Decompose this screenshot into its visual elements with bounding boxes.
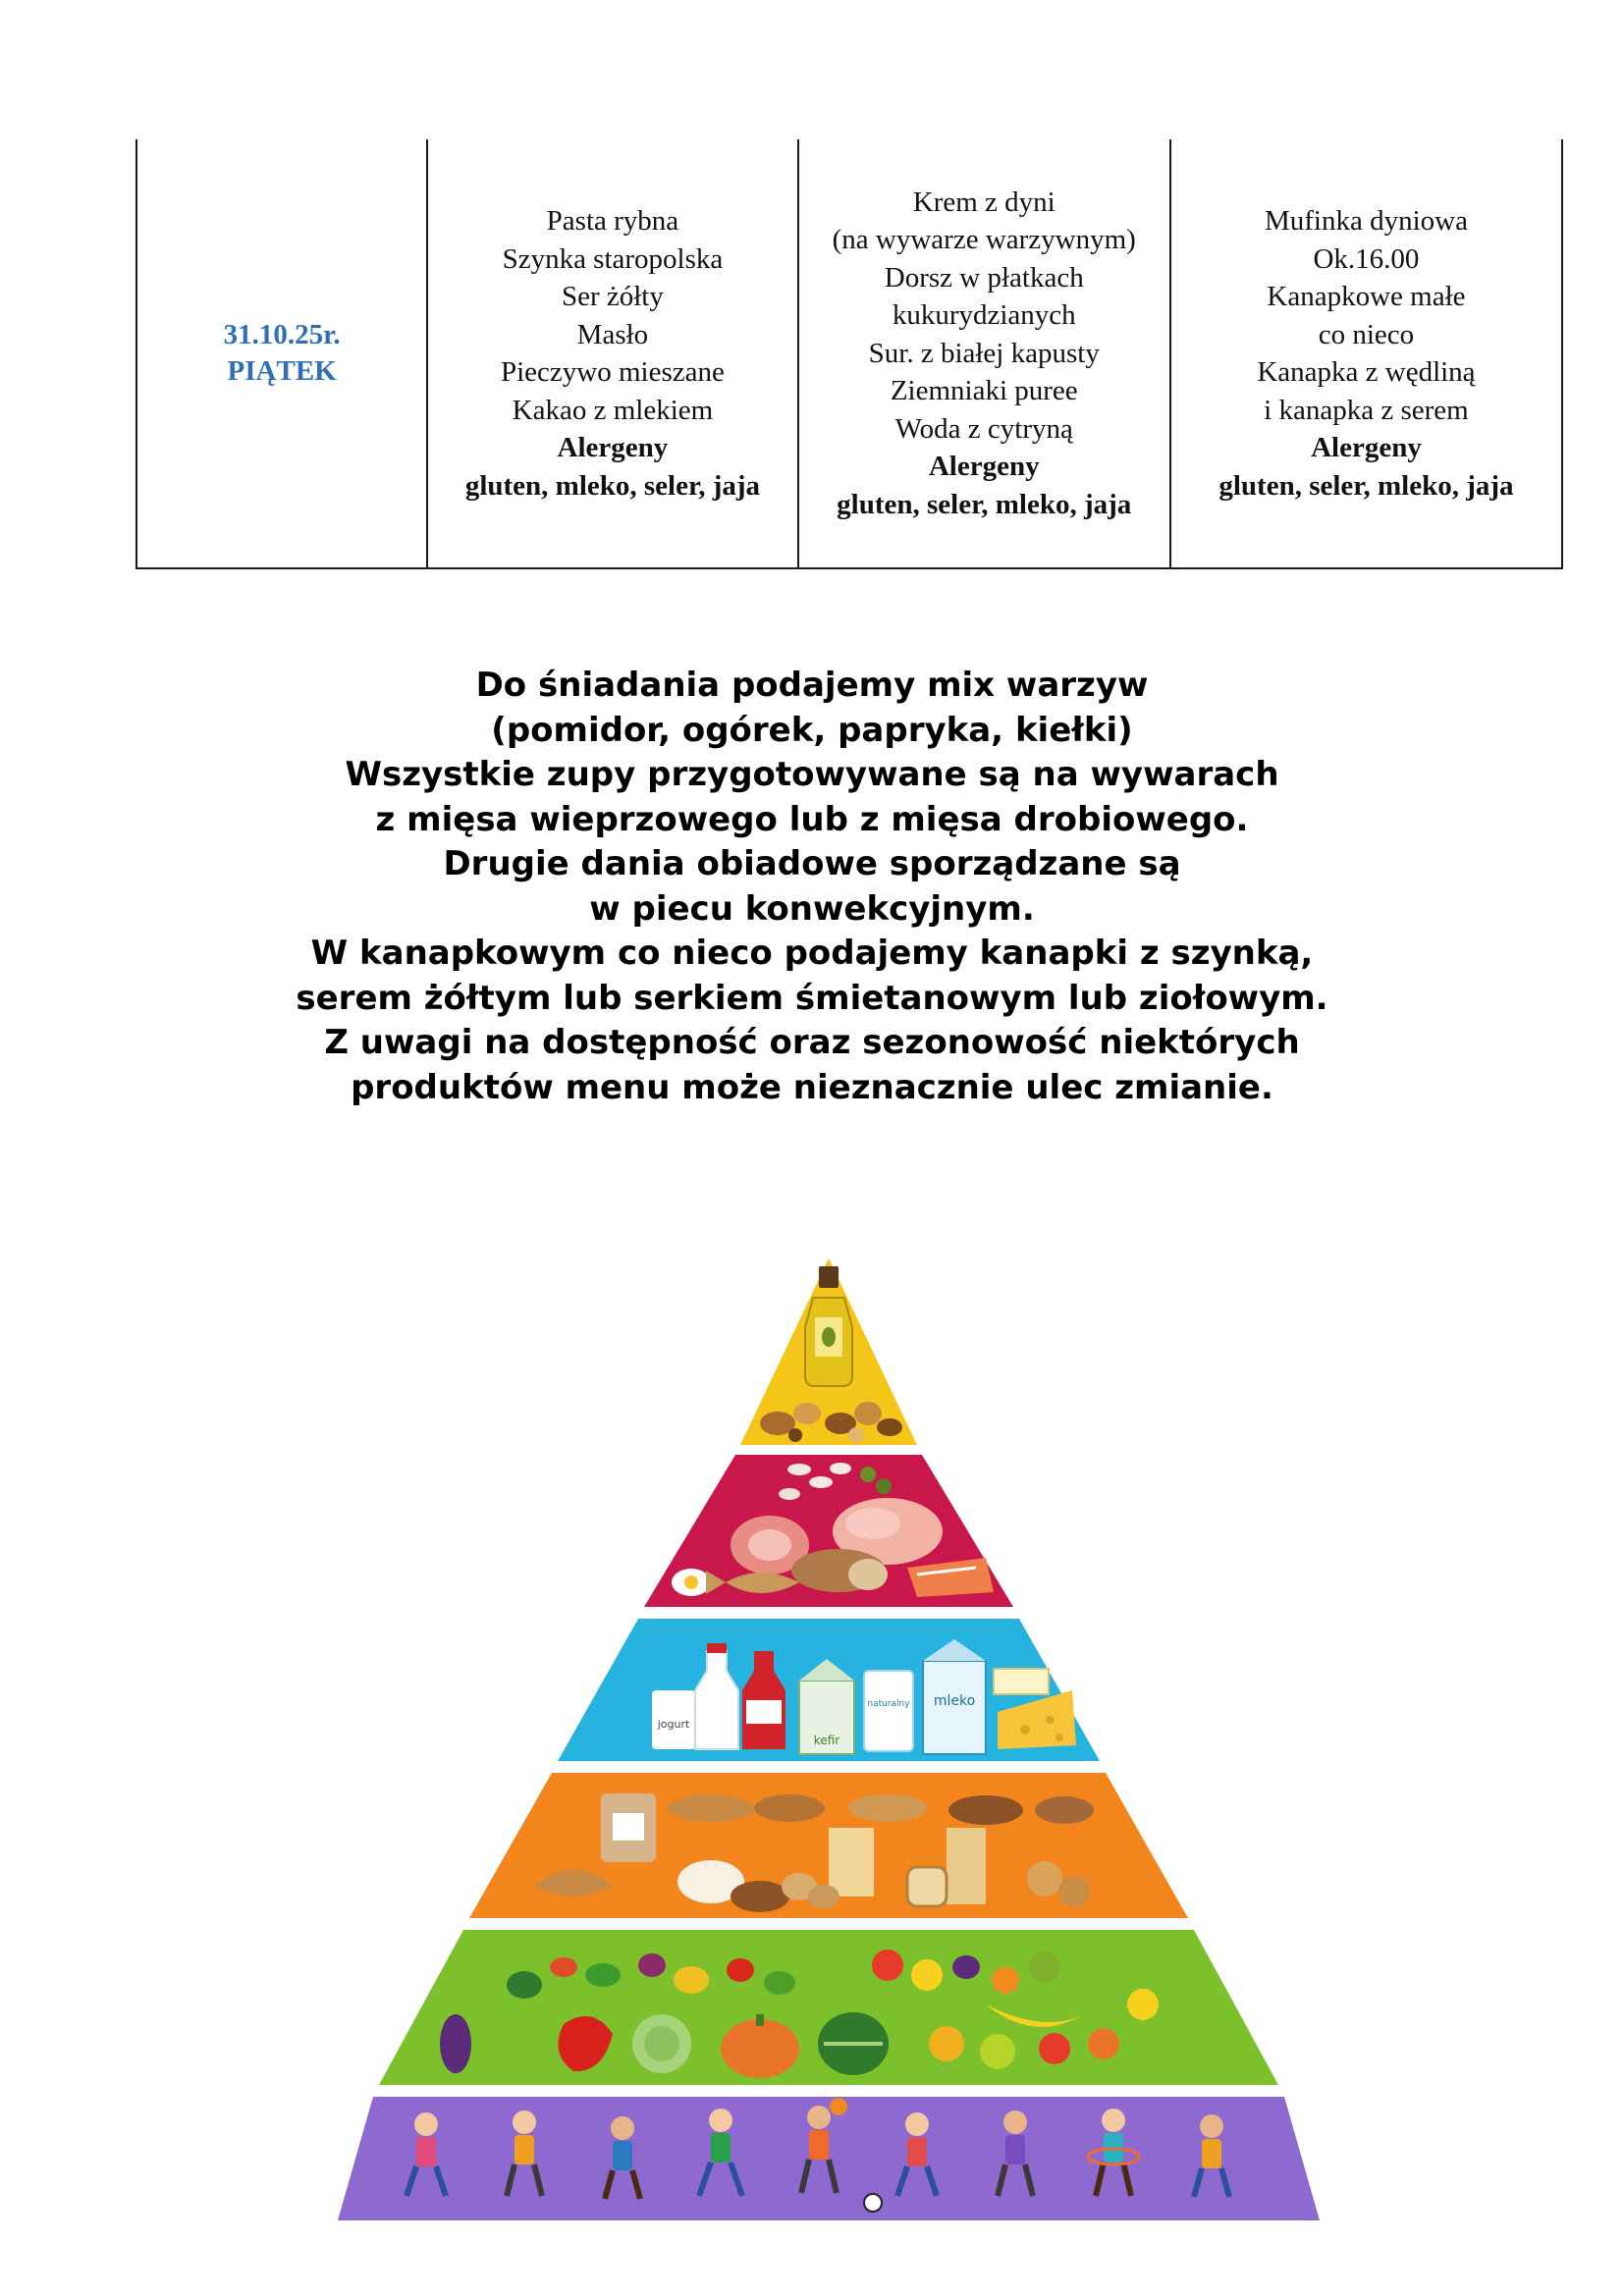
menu-item: Szynka staropolska (502, 242, 724, 275)
allergen-line: gluten, mleko, seler, jaja (464, 469, 761, 502)
snack-cell (1170, 139, 1562, 568)
note-line: serem żółtym lub serkiem śmietanowym lub ziołowym. (296, 978, 1328, 1018)
menu-item: Masło (576, 318, 649, 350)
butter-icon (994, 1669, 1049, 1694)
menu-item: Ser żółty (561, 281, 664, 312)
menu-table (135, 139, 1563, 569)
olive-oil-icon (805, 1266, 852, 1386)
toast-icon (907, 1867, 947, 1906)
menu-item: Kanapkowe małe (1267, 281, 1466, 312)
milk-label: mleko (933, 1693, 976, 1709)
menu-item: i kanapka z serem (1264, 394, 1469, 426)
menu-item: kukurydzianych (892, 299, 1076, 332)
kefir-label: kefir (813, 1734, 840, 1747)
food-pyramid-image (338, 1258, 1320, 2220)
note-line: W kanapkowym co nieco podajemy kanapki z szynką, (310, 934, 1314, 973)
flour-bag-icon (601, 1793, 656, 1862)
table-row (136, 139, 1562, 568)
menu-item: (na wywarze warzywnym) (832, 224, 1136, 256)
note-line: Drugie dania obiadowe sporządzane są (443, 844, 1181, 883)
natural-yogurt-icon (864, 1671, 913, 1751)
snack-list (1171, 202, 1561, 505)
cabbage-icon (632, 2014, 691, 2073)
allergen-line: gluten, seler, mleko, jaja (837, 488, 1132, 520)
ball-icon (864, 2194, 882, 2212)
menu-item: Krem z dyni (912, 186, 1056, 218)
menu-item: Dorsz w płatkach (884, 261, 1084, 294)
milk-carton-icon (923, 1639, 986, 1754)
menu-item: Ziemniaki puree (890, 375, 1078, 407)
menu-item: Kanapka z wędliną (1257, 356, 1476, 388)
menu-item: Pasta rybna (546, 205, 679, 237)
notes-block (0, 664, 1624, 1110)
day-name: PIĄTEK (227, 355, 337, 387)
breakfast-cell (427, 139, 797, 568)
menu-item: Ok.16.00 (1313, 242, 1420, 275)
lunch-cell (798, 139, 1170, 568)
yogurt-label: jogurt (657, 1718, 690, 1731)
note-line: produktów menu może nieznacznie ulec zmianie. (351, 1067, 1273, 1107)
note-line: Z uwagi na dostępność oraz sezonowość niektórych (324, 1023, 1300, 1062)
menu-item: Pieczywo mieszane (500, 356, 725, 388)
allergen-line: Alergeny (1311, 432, 1422, 463)
note-line: z mięsa wieprzowego lub z mięsa drobiowego. (375, 799, 1249, 839)
watermelon-icon (818, 2012, 889, 2075)
note-line: Do śniadania podajemy mix warzyw (475, 666, 1149, 705)
breakfast-list (428, 202, 796, 505)
note-line: Wszystkie zupy przygotowywane są na wywarach (345, 755, 1279, 794)
eggplant-icon (440, 2014, 471, 2073)
yogurt-icon (652, 1690, 695, 1749)
day-date: 31.10.25r. (223, 319, 341, 350)
note-line: (pomidor, ogórek, papryka, kiełki) (491, 710, 1133, 750)
natural-label: naturalny (867, 1699, 910, 1709)
day-cell (136, 139, 427, 568)
lunch-list (799, 184, 1169, 524)
menu-item: Kakao z mlekiem (512, 394, 714, 426)
menu-item: Woda z cytryną (894, 412, 1073, 445)
menu-item: Sur. z białej kapusty (868, 337, 1100, 369)
egg-icon (672, 1569, 711, 1596)
note-line: w piecu konwekcyjnym. (589, 888, 1035, 929)
allergen-line: gluten, seler, mleko, jaja (1218, 469, 1514, 502)
menu-item: co nieco (1318, 318, 1415, 350)
menu-item: Mufinka dyniowa (1264, 205, 1468, 237)
allergen-line: Alergeny (928, 451, 1040, 483)
allergen-line: Alergeny (557, 432, 669, 463)
